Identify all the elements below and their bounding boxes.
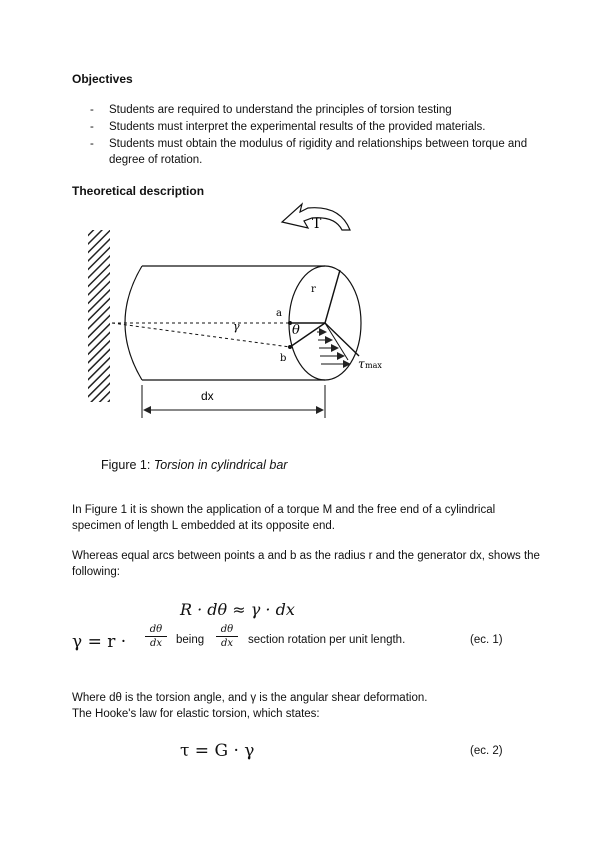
paragraph-3b: The Hooke's law for elastic torsion, which states: — [72, 708, 320, 720]
label-a: a — [276, 308, 282, 319]
caption-text: Torsion in cylindrical bar — [153, 458, 288, 472]
equation-1-description: section rotation per unit length. — [248, 634, 406, 646]
fraction-denominator: dx — [220, 638, 234, 649]
equation-2-expr: τ = G · γ — [180, 741, 255, 761]
dx-dimension — [142, 385, 325, 418]
bullet-dash: - — [90, 104, 94, 116]
label-T: T — [312, 216, 322, 232]
list-item-text: Students must obtain the modulus of rigidity and relationships between torque and degree of rotation. — [109, 138, 528, 166]
wall-hatch — [88, 230, 110, 402]
point-b — [288, 345, 292, 349]
equation-1-lhs: γ = r · — [72, 632, 127, 652]
equation-1-tag: (ec. 1) — [470, 634, 503, 646]
label-dx: dx — [201, 389, 214, 403]
being-text: being — [176, 634, 205, 646]
radius-lines — [290, 270, 359, 356]
label-theta: θ — [292, 323, 300, 338]
paragraph-3a: Where dθ is the torsion angle, and γ is the angular shear deformation. — [72, 692, 428, 704]
equation-2 — [180, 741, 254, 761]
paragraph-1: In Figure 1 it is shown the application of a torque M and the free end of a cylindrical specimen of length L embedded at its opposite end. — [72, 504, 496, 532]
objectives-heading: Objectives — [72, 72, 133, 86]
bullet-dash: - — [90, 138, 94, 150]
label-gamma: γ — [233, 320, 240, 333]
shear-stress-arrows — [317, 323, 350, 364]
fraction-d-theta-dx — [145, 624, 167, 649]
fraction-numerator: dθ — [145, 624, 167, 637]
paragraph-2: Whereas equal arcs between points a and b as the radius r and the generator dx, shows the following: — [72, 550, 540, 578]
fraction-numerator: dθ — [216, 624, 238, 637]
caption-prefix: Figure 1: — [101, 458, 154, 472]
label-b: b — [280, 353, 287, 364]
list-item-text: Students are required to understand the principles of torsion testing — [109, 104, 452, 116]
label-r: r — [311, 284, 316, 295]
equation-2-tag: (ec. 2) — [470, 745, 503, 757]
equation-arc: R · dθ ≈ γ · dx — [180, 600, 295, 619]
theory-heading: Theoretical description — [72, 184, 205, 198]
fraction-d-theta-dx-2 — [216, 624, 238, 649]
list-item-text: Students must interpret the experimental results of the provided materials. — [109, 121, 486, 133]
label-tau: τ — [358, 357, 365, 371]
label-tau-sub: max — [365, 361, 382, 370]
figure-caption — [101, 458, 287, 472]
bullet-dash: - — [90, 121, 94, 133]
fraction-denominator: dx — [149, 638, 163, 649]
